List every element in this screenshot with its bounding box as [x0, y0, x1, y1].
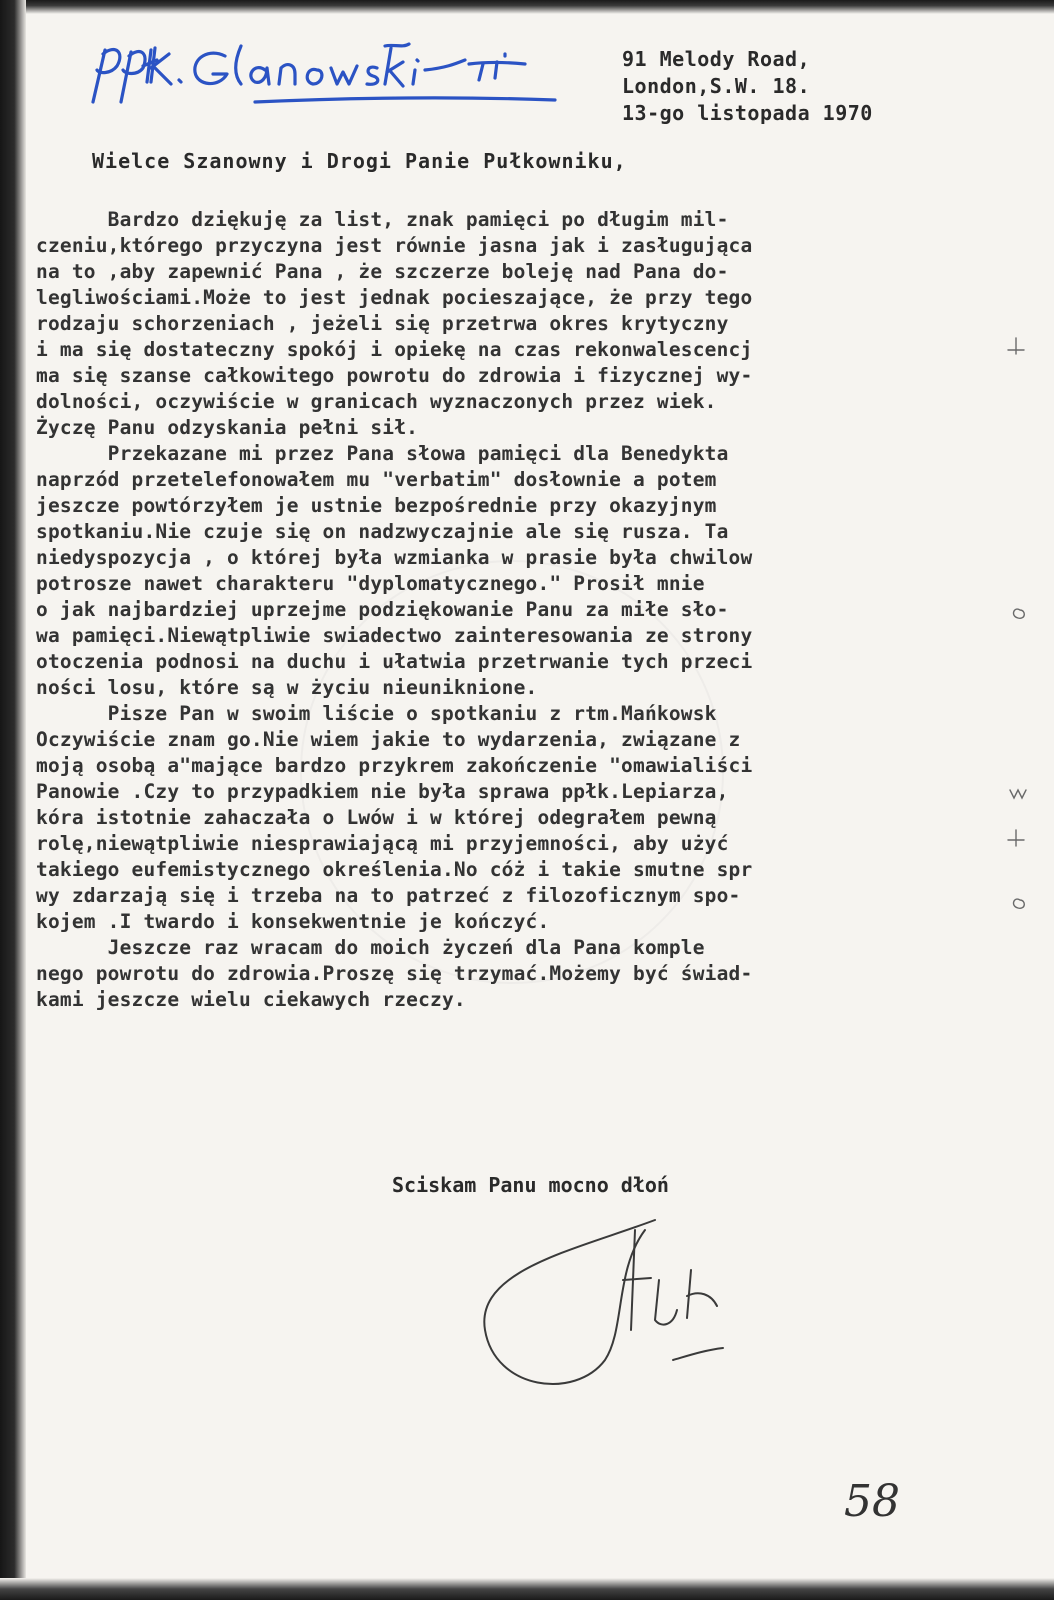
body-line: czeniu,którego przyczyna jest równie jasna jak i zasługująca [36, 234, 753, 257]
body-line: Życzę Panu odzyskania pełni sił. [36, 416, 419, 439]
scan-edge-bottom [0, 1578, 1054, 1600]
body-line: ma się szanse całkowitego powrotu do zdrowia i fizycznej wy- [36, 364, 753, 387]
body-line: nego powrotu do zdrowia.Proszę się trzymać.Możemy być świad- [36, 962, 753, 985]
body-line: jeszcze powtórzyłem je ustnie bezpośrednie przy okazyjnym [36, 494, 717, 517]
body-line: o jak najbardziej uprzejme podziękowanie Panu za miłe sło- [36, 598, 729, 621]
body-line: kóra istotnie zahaczała o Lwów i w której odegrałem pewną [36, 806, 717, 829]
body-line: Pisze Pan w swoim liście o spotkaniu z rtm.Mańkowsk [36, 702, 717, 725]
address-line-2: London,S.W. 18. [622, 74, 811, 98]
body-line: legliwościami.Może to jest jednak pocieszające, że przy tego [36, 286, 753, 309]
body-line: i ma się dostateczny spokój i opiekę na czas rekonwalescencj [36, 338, 753, 361]
margin-pencil-marks [990, 320, 1050, 1020]
body-line: niedyspozycja , o której była wzmianka w prasie była chwilow [36, 546, 753, 569]
body-line: takiego eufemistycznego określenia.No cóż i takie smutne spr [36, 858, 753, 881]
body-line: Jeszcze raz wracam do moich życzeń dla Pana komple [36, 936, 705, 959]
body-line: na to ,aby zapewnić Pana , że szczerze boleję nad Pana do- [36, 260, 729, 283]
body-line: Bardzo dziękuję za list, znak pamięci po długim mil- [36, 208, 729, 231]
body-line: kami jeszcze wielu ciekawych rzeczy. [36, 988, 466, 1011]
body-line: Panowie .Czy to przypadkiem nie była sprawa ppłk.Lepiarza, [36, 780, 729, 803]
scan-edge-left [0, 0, 26, 1600]
body-line: moją osobą a"mające bardzo przykrem zakończenie "omawialiści [36, 754, 753, 777]
salutation: Wielce Szanowny i Drogi Panie Pułkowniku, [92, 149, 627, 173]
handwritten-page-number [830, 1470, 940, 1540]
body-line: ności losu, które są w życiu nieuniknione. [36, 676, 538, 699]
handwritten-name-annotation [85, 40, 585, 110]
body-line: Przekazane mi przez Pana słowa pamięci dla Benedykta [36, 442, 729, 465]
body-line: rodzaju schorzeniach , jeżeli się przetrwa okres krytyczny [36, 312, 729, 335]
body-line: kojem .I twardo i konsekwentnie je kończyć. [36, 910, 550, 933]
body-line: dolności, oczywiście w granicach wyznaczonych przez wiek. [36, 390, 717, 413]
body-line: spotkaniu.Nie czuje się on nadzwyczajnie ale się rusza. Ta [36, 520, 729, 543]
body-line: potrosze nawet charakteru "dyplomatycznego." Prosił mnie [36, 572, 705, 595]
handwritten-signature [455, 1210, 755, 1410]
address-line-1: 91 Melody Road, [622, 47, 811, 71]
letter-body [36, 207, 1046, 1013]
sender-address [622, 46, 873, 127]
page-number-text: 58 [844, 1476, 900, 1527]
body-line: naprzód przetelefonowałem mu "verbatim" dosłownie a potem [36, 468, 717, 491]
body-line: rolę,niewątpliwie niesprawiającą mi przyjemności, aby użyć [36, 832, 729, 855]
body-line: wy zdarzają się i trzeba na to patrzeć z filozoficznym spo- [36, 884, 741, 907]
address-line-3: 13-go listopada 1970 [622, 101, 873, 125]
body-line: Oczywiście znam go.Nie wiem jakie to wydarzenia, związane z [36, 728, 741, 751]
scan-edge-top [0, 0, 1054, 14]
body-line: otoczenia podnosi na duchu i ułatwia przetrwanie tych przeci [36, 650, 753, 673]
closing-line: Sciskam Panu mocno dłoń [392, 1173, 669, 1197]
body-line: wa pamięci.Niewątpliwie swiadectwo zainteresowania ze strony [36, 624, 753, 647]
